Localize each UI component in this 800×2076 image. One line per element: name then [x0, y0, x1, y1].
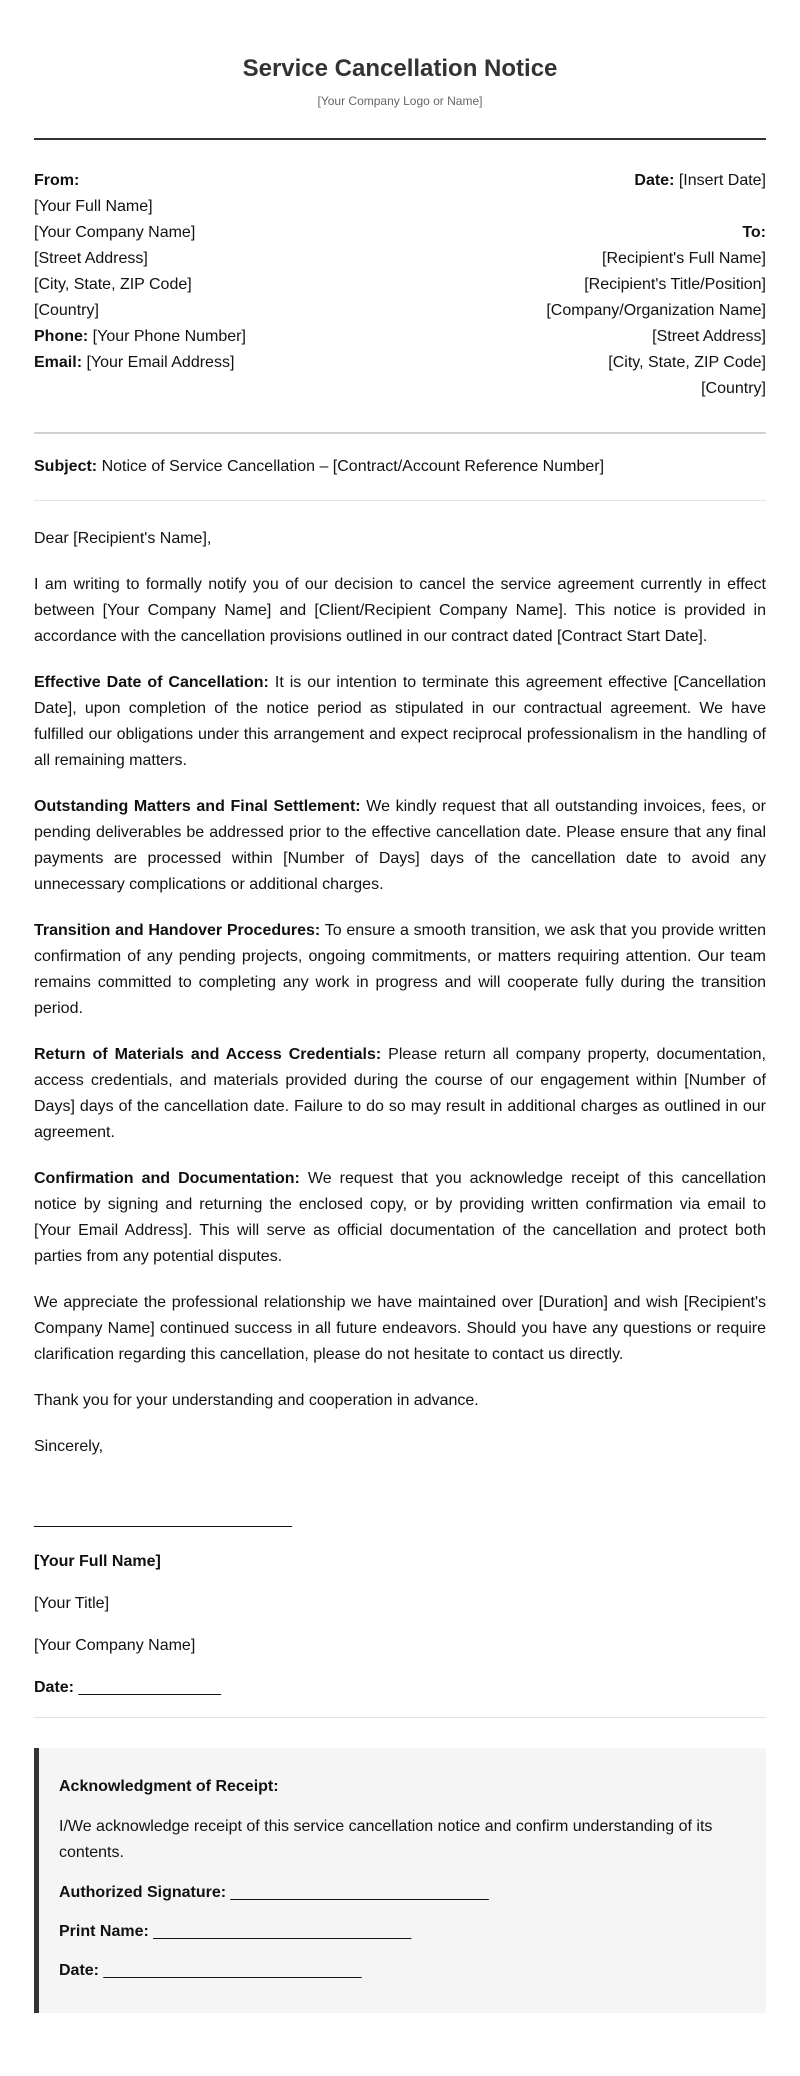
subject-text: Notice of Service Cancellation – [Contract/Account Reference Number]: [97, 458, 605, 475]
sender-phone-line: [34, 324, 246, 350]
acknowledgment-text: I/We acknowledge receipt of this service cancellation notice and confirm understanding of its contents.: [59, 1818, 713, 1861]
date-label: Date:: [634, 172, 675, 189]
sender-email: [Your Email Address]: [82, 354, 235, 371]
phone-label: Phone:: [34, 328, 89, 345]
sender-block: [34, 168, 246, 402]
letter-date: [Insert Date]: [674, 172, 766, 189]
acknowledgment-date-label: Date:: [59, 1962, 100, 1979]
from-label: From:: [34, 172, 80, 189]
recipient-city-state-zip: [City, State, ZIP Code]: [608, 354, 766, 371]
sender-country: [Country]: [34, 302, 99, 319]
section-text: It is our intention to terminate this agreement effective [Cancellation Date], upon completion of the notice period as stipulated in our contractual agreement. We have fulfilled our obligations under this arrangement and expect reciprocal professionalism in the handling of all remaining matters.: [34, 674, 766, 769]
section-heading: Return of Materials and Access Credentials:: [34, 1046, 382, 1063]
intro-paragraph: I am writing to formally notify you of our decision to cancel the service agreement currently in effect between [Your Company Name] and [Client/Recipient Company Name]. This notice is provided in accordance with the cancellation provisions outlined in our contract dated [Contract Start Date].: [34, 576, 766, 645]
subject-line: [34, 454, 766, 480]
sender-full-name: [Your Full Name]: [34, 198, 153, 215]
sender-phone: [Your Phone Number]: [88, 328, 246, 345]
section-text: Please return all company property, documentation, access credentials, and materials provided during the course of our engagement within [Number of Days] days of the cancellation date. Failure to do so may result in additional charges as outlined in our agreement.: [34, 1046, 766, 1141]
sender-city-state-zip: [City, State, ZIP Code]: [34, 276, 192, 293]
sender-company: [Your Company Name]: [34, 224, 196, 241]
thanks-paragraph: Thank you for your understanding and cooperation in advance.: [34, 1392, 479, 1409]
header-spacer: [546, 194, 766, 220]
authorized-signature-line: _____________________________: [226, 1884, 489, 1901]
document-title: Service Cancellation Notice: [242, 55, 558, 82]
section-transition: [34, 918, 766, 1022]
recipient-title: [Recipient's Title/Position]: [584, 276, 766, 293]
section-heading: Transition and Handover Procedures:: [34, 922, 321, 939]
signer-title: [Your Title]: [34, 1595, 110, 1612]
section-heading: Confirmation and Documentation:: [34, 1170, 300, 1187]
acknowledgment-title: Acknowledgment of Receipt:: [59, 1778, 279, 1795]
sender-street: [Street Address]: [34, 250, 148, 267]
section-effective-date: [34, 670, 766, 774]
section-heading: Outstanding Matters and Final Settlement:: [34, 798, 361, 815]
appreciation-paragraph: We appreciate the professional relationship we have maintained over [Duration] and wish [Recipient's Company Name] continued success in all future endeavors. Should you have any questions or require clarification regarding this cancellation, please do not hesitate to contact us directly.: [34, 1294, 766, 1363]
section-text: We kindly request that all outstanding invoices, fees, or pending deliverables be addressed prior to the effective cancellation date. Please ensure that any final payments are processed within [Number of Days] days of the cancellation date to avoid any unnecessary complications or additional charges.: [34, 798, 766, 893]
signer-company: [Your Company Name]: [34, 1637, 196, 1654]
signature-date-line: ________________: [74, 1679, 221, 1696]
recipient-company: [Company/Organization Name]: [546, 302, 766, 319]
section-text: We request that you acknowledge receipt of this cancellation notice by signing and returning the enclosed copy, or by providing written confirmation via email to [Your Email Address]. This will serve as official documentation of the cancellation and protect both parties from any potential disputes.: [34, 1170, 767, 1265]
acknowledgment-date-field: [59, 1958, 746, 1984]
recipient-street: [Street Address]: [652, 328, 766, 345]
signature-divider: [34, 1717, 766, 1718]
section-outstanding-matters: [34, 794, 766, 898]
sender-email-line: [34, 350, 246, 376]
subject-label: Subject:: [34, 458, 98, 475]
salutation: Dear [Recipient's Name],: [34, 530, 212, 547]
letter-body: [34, 526, 766, 1460]
signature-date: [34, 1675, 766, 1701]
section-heading: Effective Date of Cancellation:: [34, 674, 269, 691]
section-return-materials: [34, 1042, 766, 1146]
print-name-line: _____________________________: [148, 1923, 412, 1940]
closing: Sincerely,: [34, 1438, 104, 1455]
header-divider: [34, 138, 766, 140]
authorized-signature-label: Authorized Signature:: [59, 1884, 227, 1901]
recipient-block: [546, 168, 766, 402]
recipient-country: [Country]: [701, 380, 766, 397]
subject-divider: [34, 500, 766, 501]
signature-date-label: Date:: [34, 1679, 75, 1696]
acknowledgment-date-line: _____________________________: [99, 1962, 362, 1979]
logo-placeholder: [Your Company Logo or Name]: [317, 94, 483, 108]
email-label: Email:: [34, 354, 83, 371]
address-divider: [34, 432, 766, 434]
to-label: To:: [742, 224, 766, 241]
date-line: [546, 168, 766, 194]
acknowledgment-box: [34, 1748, 766, 2013]
authorized-signature-field: [59, 1880, 746, 1906]
section-text: To ensure a smooth transition, we ask that you provide written confirmation of any pending projects, ongoing commitments, or matters requiring attention. Our team remains committed to completing any work in progress and will cooperate fully during the transition period.: [34, 922, 766, 1017]
print-name-label: Print Name:: [59, 1923, 149, 1940]
print-name-field: [59, 1919, 746, 1945]
recipient-full-name: [Recipient's Full Name]: [602, 250, 766, 267]
section-confirmation: [34, 1166, 766, 1270]
signer-name: [Your Full Name]: [34, 1553, 161, 1570]
signature-block: [34, 1549, 766, 1701]
address-header: [34, 168, 766, 402]
signature-line: _____________________________: [34, 1511, 293, 1528]
